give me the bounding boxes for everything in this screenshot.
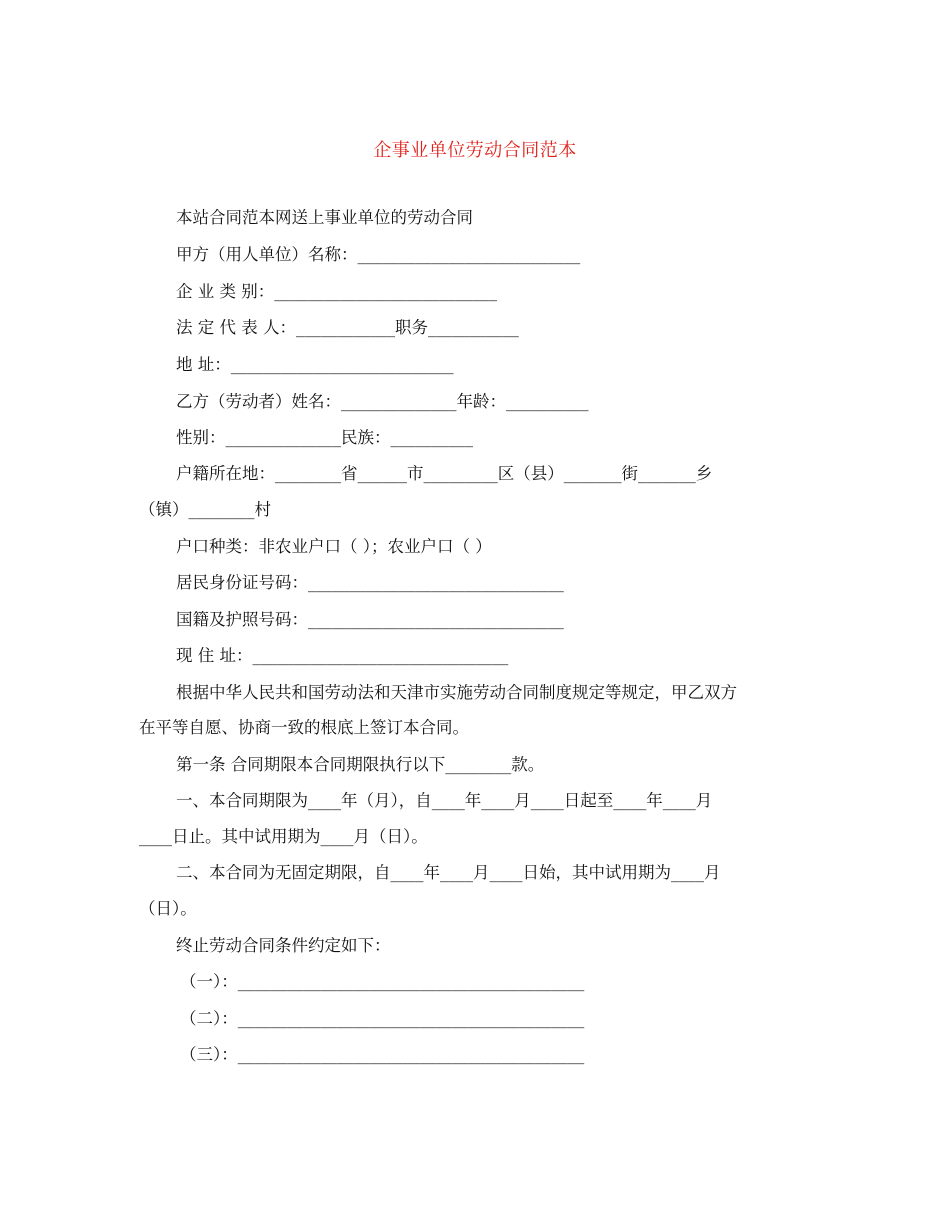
enterprise-type-line: 企 业 类 别：___________________________ bbox=[176, 282, 497, 301]
legal-basis-line-cont: 在平等自愿、协商一致的根底上签订本合同。 bbox=[139, 718, 469, 737]
party-a-name-line: 甲方（用人单位）名称：___________________________ bbox=[176, 245, 581, 264]
current-address-line: 现 住 址：_______________________________ bbox=[176, 646, 509, 665]
legal-basis-line: 根据中华人民共和国劳动法和天津市实施劳动合同制度规定等规定，甲乙双方 bbox=[176, 683, 737, 702]
article-one-line: 第一条 合同期限本合同期限执行以下________款。 bbox=[176, 755, 545, 774]
term-open-line-cont: （日）。 bbox=[139, 899, 197, 918]
termination-item-2: （二）：__________________________________________ bbox=[180, 1009, 585, 1028]
termination-item-1: （一）：__________________________________________ bbox=[180, 972, 585, 991]
termination-item-3: （三）：__________________________________________ bbox=[180, 1045, 585, 1064]
address-line: 地 址：___________________________ bbox=[176, 355, 454, 374]
termination-conditions-line: 终止劳动合同条件约定如下： bbox=[176, 936, 391, 955]
gender-ethnicity-line: 性别：______________民族：__________ bbox=[176, 428, 473, 447]
household-type-line: 户口种类：非农业户口（ ）；农业户口（ ） bbox=[176, 537, 492, 556]
party-b-name-line: 乙方（劳动者）姓名：______________年龄：__________ bbox=[176, 392, 589, 411]
intro-line: 本站合同范本网送上事业单位的劳动合同 bbox=[176, 208, 473, 227]
household-location-line-cont: （镇）________村 bbox=[139, 500, 271, 519]
id-number-line: 居民身份证号码：_______________________________ bbox=[176, 573, 564, 592]
passport-line: 国籍及护照号码：_______________________________ bbox=[176, 610, 564, 629]
legal-representative-line: 法 定 代 表 人：____________职务___________ bbox=[176, 318, 519, 337]
term-open-line: 二、本合同为无固定期限，自____年____月____日始，其中试用期为____月 bbox=[176, 863, 721, 882]
household-location-line: 户籍所在地：________省______市_________区（县）_______街_______乡 bbox=[176, 464, 713, 483]
term-fixed-line: 一、本合同期限为____年（月），自____年____月____日起至____年____月 bbox=[176, 791, 713, 810]
term-fixed-line-cont: ____日止。其中试用期为____月（日）。 bbox=[139, 827, 428, 846]
document-title: 企事业单位劳动合同范本 bbox=[373, 140, 577, 161]
